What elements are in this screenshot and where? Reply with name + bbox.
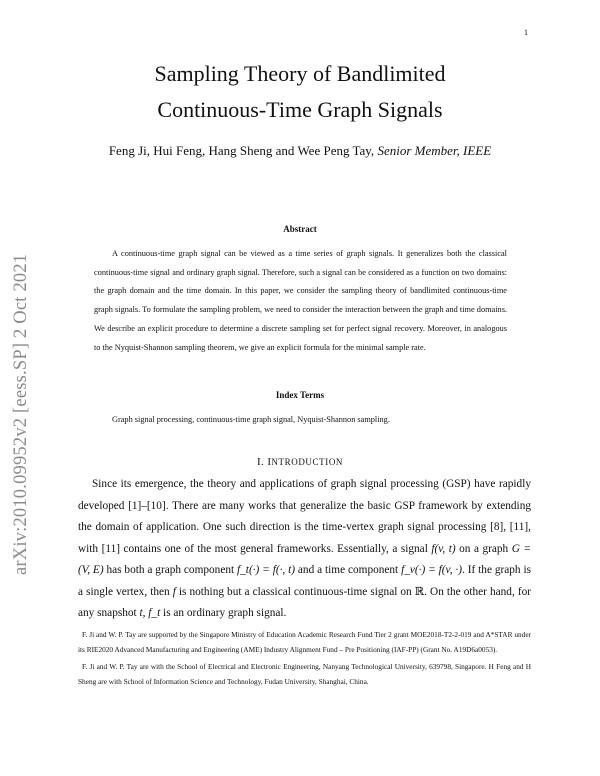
intro-text: is an ordinary graph signal. bbox=[160, 607, 287, 619]
section-numeral: I. bbox=[256, 456, 268, 468]
abstract-heading: Abstract bbox=[283, 224, 317, 234]
page-number: 1 bbox=[524, 28, 528, 37]
intro-text: and a time component bbox=[295, 564, 402, 576]
math-inline: f_t(·) = f(·, t) bbox=[237, 564, 296, 576]
paper-title-line-1: Sampling Theory of Bandlimited bbox=[154, 61, 446, 86]
author-list bbox=[50, 142, 550, 160]
arxiv-identifier: arXiv:2010.09952v2 [eess.SP] 2 Oct 2021 bbox=[11, 253, 31, 575]
intro-text: on a graph bbox=[455, 542, 512, 555]
intro-text: Since its emergence, the theory and applications of graph signal processing (GSP) have rapidly developed [1]–[10]. There are many works that generalize the basic GSP framework by extending the domain of application. One such direction is the time-vertex graph signal processing [8], [11], with [11] contains one of the most general frameworks. Essentially, a signal bbox=[78, 478, 531, 555]
index-terms-text: Graph signal processing, continuous-time graph signal, Nyquist-Shannon sampling. bbox=[112, 415, 390, 424]
math-inline: f_t bbox=[148, 607, 161, 619]
footnotes bbox=[78, 628, 531, 689]
footnote-affiliation: F. Ji and W. P. Tay are with the School of Electrical and Electronic Engineering, Nanyang Technological University, 639798, Singapore. H Feng and H Sheng are with School of Information Science and Technology, Fudan University, Shanghai, China. bbox=[78, 662, 531, 686]
author-membership: Senior Member, IEEE bbox=[377, 143, 492, 158]
section-title-rest: NTRODUCTION bbox=[271, 457, 344, 467]
math-inline: f bbox=[172, 585, 176, 598]
math-inline: f(v, t) bbox=[431, 542, 456, 555]
abstract-text: A continuous-time graph signal can be viewed as a time series of graph signals. It generalizes both the classical continuous-time signal and ordinary graph signal. Therefore, such a signal can be considered as a function on two domains: the graph domain and the time domain. In this paper, we consider the sampling theory of bandlimited continuous-time graph signals. To formulate the sampling problem, we need to consider the interaction between the graph and time domains. We describe an explicit procedure to determine a discrete sampling set for perfect signal recovery. Moreover, in analogous to the Nyquist-Shannon sampling theorem, we give an explicit formula for the minimal sample rate. bbox=[94, 249, 507, 352]
index-terms-heading: Index Terms bbox=[275, 390, 325, 400]
footnote-funding: F. Ji and W. P. Tay are supported by the Singapore Ministry of Education Academic Research Fund Tier 2 grant MOE2018-T2-2-019 and A*STAR under its RIE2020 Advanced Manufacturing and Engineering (AME) Industry Alignment Fund – Pre Positioning (IAF-PP) (Grant No. A19D6a0053). bbox=[78, 630, 531, 654]
section-title-initial: I bbox=[267, 456, 272, 468]
author-names: Feng Ji, Hui Feng, Hang Sheng and Wee Peng Tay, bbox=[108, 143, 378, 158]
math-inline: f_v(·) = f(v, ·) bbox=[401, 564, 463, 576]
intro-text: . On the other hand, for any snapshot bbox=[78, 585, 532, 619]
math-inline: G = (V, E) bbox=[78, 542, 531, 576]
intro-text: has both a graph component bbox=[103, 564, 238, 576]
math-inline: t bbox=[139, 607, 143, 619]
introduction-paragraph bbox=[78, 474, 531, 625]
section-heading-introduction bbox=[0, 456, 600, 468]
paper-title-line-2: Continuous-Time Graph Signals bbox=[157, 97, 443, 122]
intro-text: is nothing but a classical continuous-time signal on bbox=[175, 585, 415, 598]
intro-text: . If the graph is a single vertex, then bbox=[78, 564, 531, 598]
intro-text: , bbox=[142, 607, 149, 619]
math-inline: ℝ bbox=[414, 585, 425, 598]
